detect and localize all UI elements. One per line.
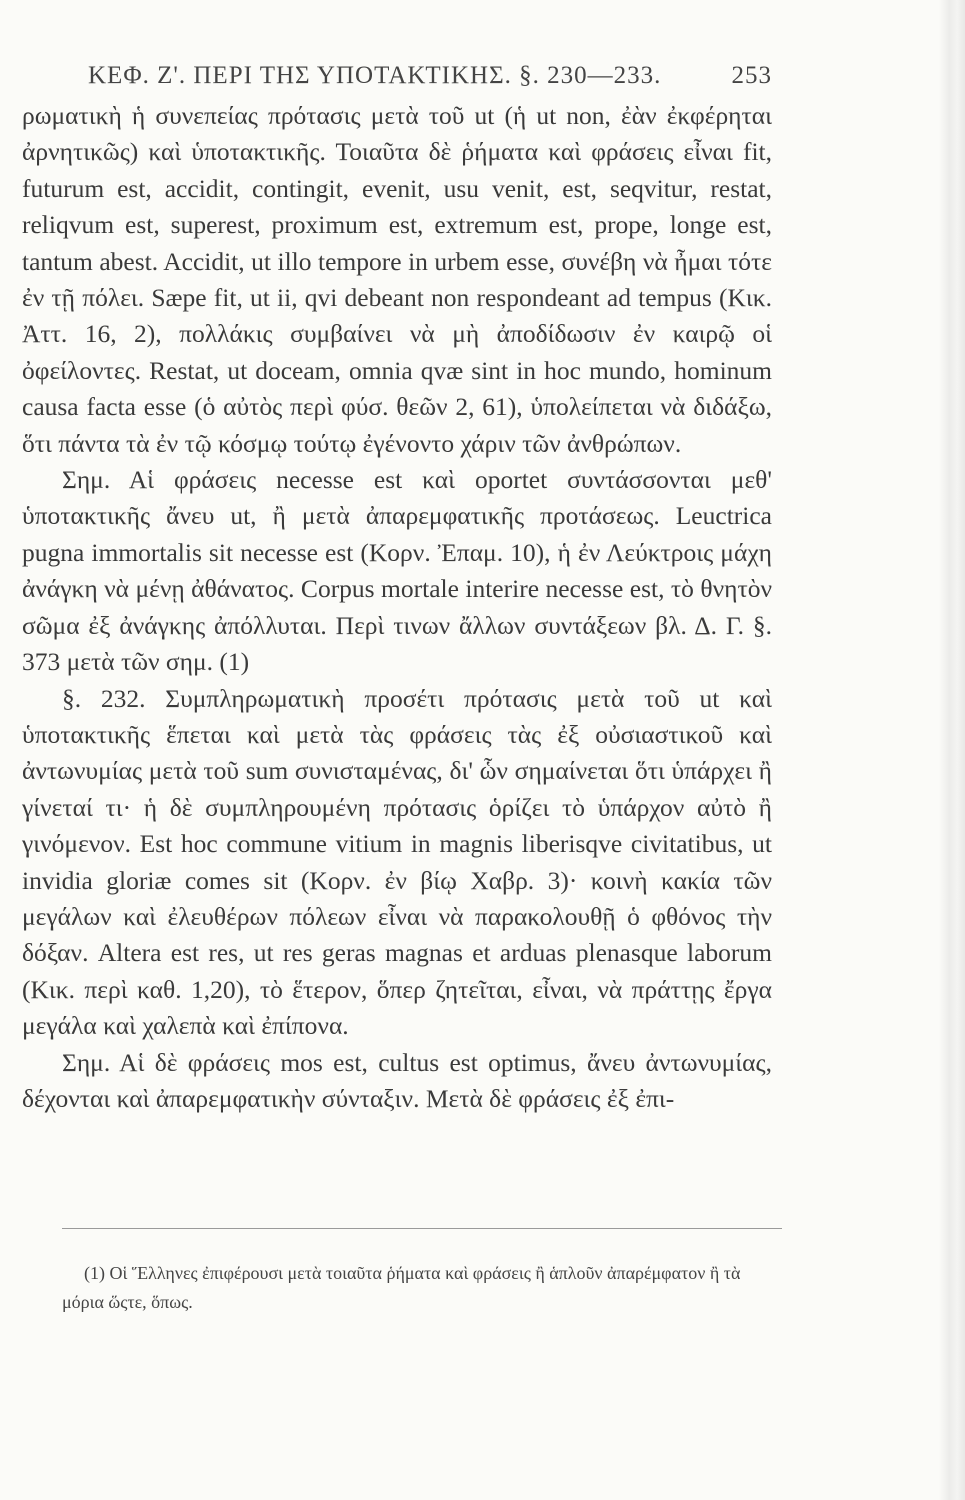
running-title: ΚΕΦ. Ζ'. ΠΕΡΙ ΤΗΣ ΥΠΟΤΑΚΤΙΚΗΣ. §. 230—233.: [88, 62, 662, 89]
paragraph-continuation: ρωματικὴ ἡ συνεπείας πρότασις μετὰ τοῦ ut (ἡ ut non, ἐὰν ἐκφέρηται ἀρνητικῶς) καὶ ὑποτακτικῆς. Τοιαῦτα δὲ ῥήματα καὶ φράσεις εἶναι fit, futurum est, accidit, contingit, evenit, usu venit, est, seqvitur, restat, reliqvum est, superest, proximum est, extremum est, prope, longe est, tantum abest. Accidit, ut illo tempore in urbem esse, συνέβη νὰ ἦμαι τότε ἐν τῇ πόλει. Sæpe fit, ut ii, qvi debeant non respondeant ad tempus (Κικ. Ἀττ. 16, 2), πολλάκις συμβαίνει νὰ μὴ ἀποδίδωσιν ἐν καιρῷ οἱ ὀφείλοντες. Restat, ut doceam, omnia qvæ sint in hoc mundo, hominum causa facta esse (ὁ αὐτὸς περὶ φύσ. θεῶν 2, 61), ὑπολείπεται νὰ διδάξω, ὅτι πάντα τὰ ἐν τῷ κόσμῳ τούτῳ ἐγένοντο χάριν τῶν ἀνθρώπων.: [22, 101, 772, 458]
body-text: [22, 98, 772, 1117]
book-page: [22, 62, 772, 1117]
page-number: 253: [731, 62, 772, 89]
running-header: [22, 62, 772, 90]
paragraph-note-necesse: Σημ. Αἱ φράσεις necesse est καὶ oportet συντάσσονται μεθ' ὑποτακτικῆς ἄνευ ut, ἢ μετὰ ἀπαρεμφατικῆς προτάσεως. Leuctrica pugna immortalis sit necesse est (Κορν. Ἐπαμ. 10), ἡ ἐν Λεύκτροις μάχη ἀνάγκη νὰ μένῃ ἀθάνατος. Corpus mortale interire necesse est, τὸ θνητὸν σῶμα ἐξ ἀνάγκης ἀπόλλυται. Περὶ τινων ἄλλων συντάξεων βλ. Δ. Γ. §. 373 μετὰ τῶν σημ. (1): [22, 465, 772, 677]
paragraph-section-232: §. 232. Συμπληρωματικὴ προσέτι πρότασις μετὰ τοῦ ut καὶ ὑποτακτικῆς ἕπεται καὶ μετὰ τὰς φράσεις τὰς ἐξ οὐσιαστικοῦ καὶ ἀντωνυμίας μετὰ τοῦ sum συνισταμένας, δι' ὧν σημαίνεται ὅτι ὑπάρχει ἢ γίνεταί τι· ἡ δὲ συμπληρουμένη πρότασις ὁρίζει τὸ ὑπάρχον αὐτὸ ἢ γινόμενον. Est hoc commune vitium in magnis liberisqve civitatibus, ut invidia gloriæ comes sit (Κορν. ἐν βίῳ Χαβρ. 3)· κοινὴ κακία τῶν μεγάλων καὶ ἐλευθέρων πόλεων εἶναι νὰ παρακολουθῇ ὁ φθόνος τὴν δόξαν. Altera est res, ut res geras magnas et arduas plenasque laborum (Κικ. περὶ καθ. 1,20), τὸ ἕτερον, ὅπερ ζητεῖται, εἶναι, νὰ πράττῃς ἔργα μεγάλα καὶ χαλεπὰ καὶ ἐπίπονα.: [22, 683, 772, 1041]
page-edge-shadow: [939, 0, 965, 1500]
paragraph-note-mos-est: Σημ. Αἱ δὲ φράσεις mos est, cultus est optimus, ἄνευ ἀντωνυμίας, δέχονται καὶ ἀπαρεμφατικὴν σύνταξιν. Μετὰ δὲ φράσεις ἐξ ἐπι-: [22, 1047, 772, 1113]
footnote-1: (1) Οἱ Ἕλληνες ἐπιφέρουσι μετὰ τοιαῦτα ῥήματα καὶ φράσεις ἢ ἁπλοῦν ἀπαρέμφατον ἢ τὰ μόρια ὥςτε, ὅπως.: [62, 1263, 741, 1312]
footnotes: [62, 1228, 782, 1317]
